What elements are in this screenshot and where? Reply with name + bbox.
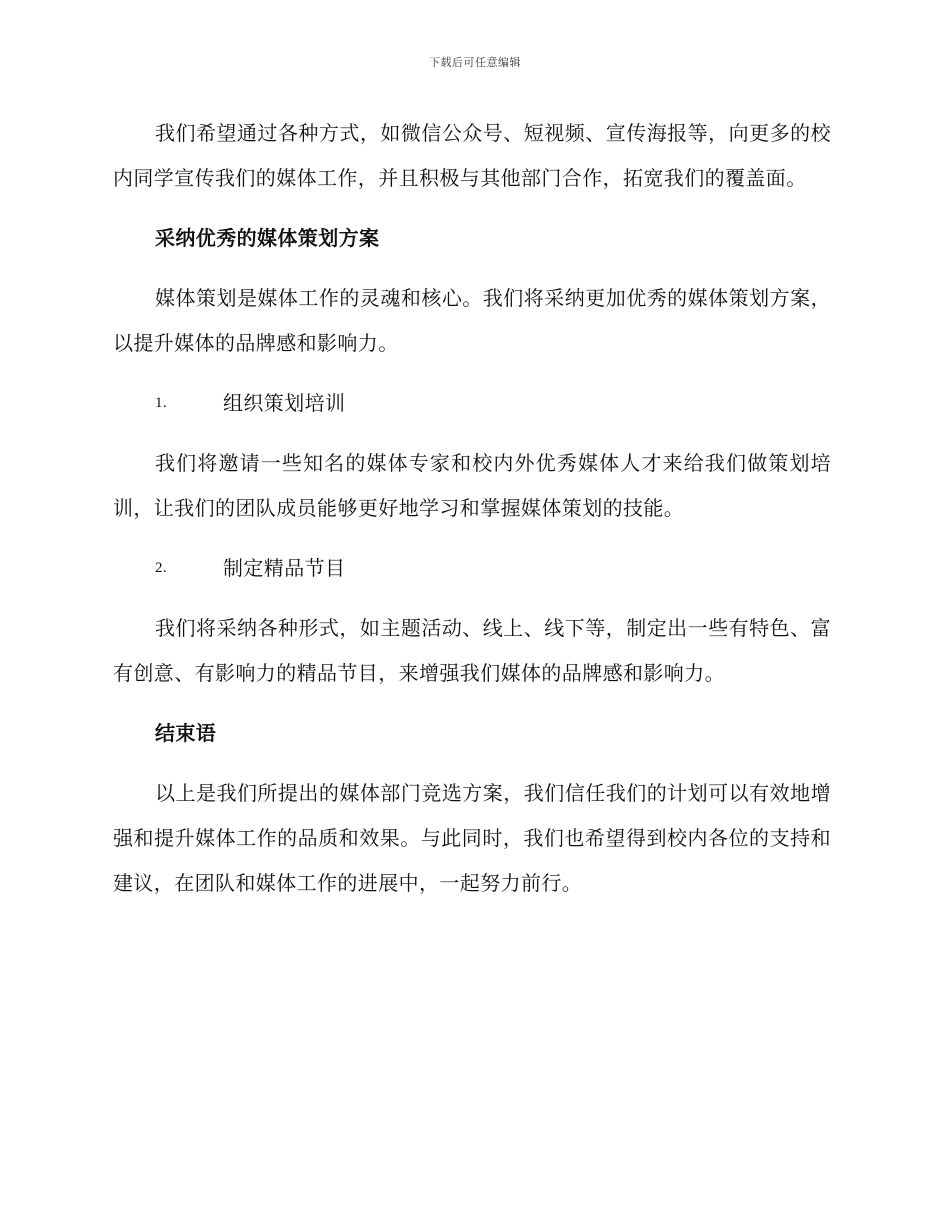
- document-body: [113, 111, 831, 921]
- paragraph-planning: 媒体策划是媒体工作的灵魂和核心。我们将采纳更加优秀的媒体策划方案，以提升媒体的品牌感和影响力。: [113, 286, 831, 355]
- list-item-label: 制定精品节目: [223, 556, 346, 580]
- paragraph-programs: 我们将采纳各种形式，如主题活动、线上、线下等，制定出一些有特色、富有创意、有影响力的精品节目，来增强我们媒体的品牌感和影响力。: [113, 616, 831, 685]
- list-item-training: [113, 381, 831, 426]
- list-number: 2.: [155, 560, 168, 576]
- paragraph-conclusion: 以上是我们所提出的媒体部门竞选方案，我们信任我们的计划可以有效地增强和提升媒体工作的品质和效果。与此同时，我们也希望得到校内各位的支持和建议，在团队和媒体工作的进展中，一起努力前行。: [113, 781, 831, 895]
- section-heading-planning: 采纳优秀的媒体策划方案: [155, 226, 380, 250]
- list-item-label: 组织策划培训: [223, 391, 346, 415]
- page-header: 下载后可任意编辑: [429, 56, 521, 69]
- paragraph-promotion: 我们希望通过各种方式，如微信公众号、短视频、宣传海报等，向更多的校内同学宣传我们的媒体工作，并且积极与其他部门合作，拓宽我们的覆盖面。: [113, 121, 831, 190]
- list-item-programs: [113, 546, 831, 591]
- paragraph-training: 我们将邀请一些知名的媒体专家和校内外优秀媒体人才来给我们做策划培训，让我们的团队成员能够更好地学习和掌握媒体策划的技能。: [113, 451, 831, 520]
- section-heading-conclusion: 结束语: [155, 721, 217, 745]
- list-number: 1.: [155, 395, 168, 411]
